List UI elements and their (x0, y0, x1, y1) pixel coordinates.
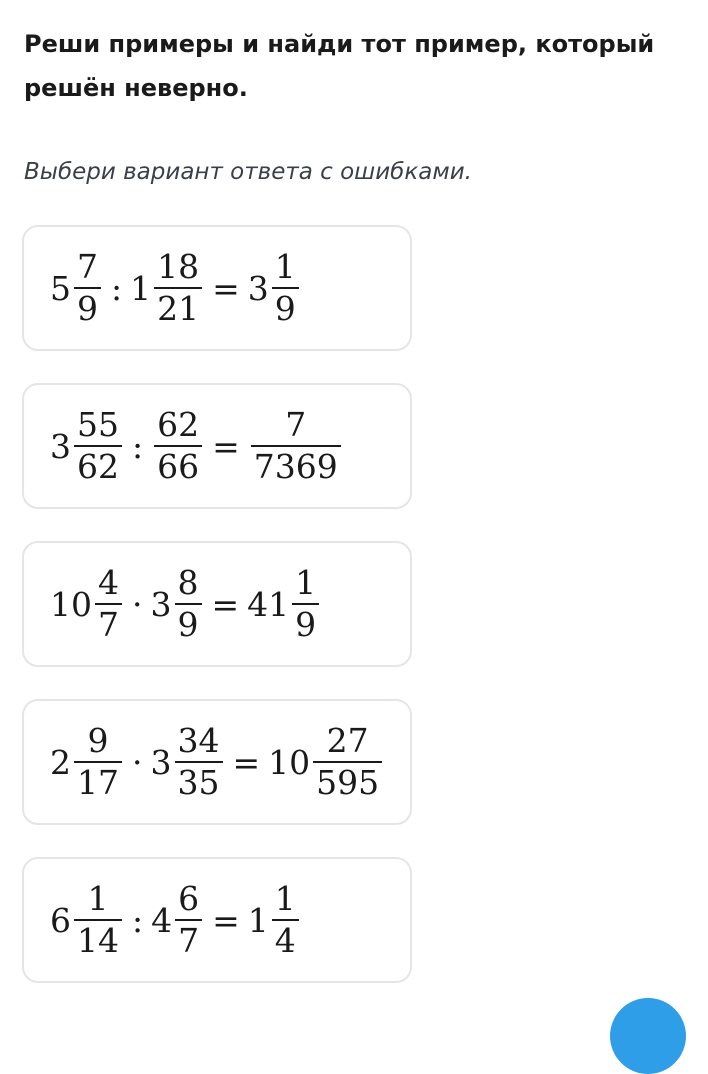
whole-part: 6 (50, 900, 71, 940)
denominator: 9 (274, 289, 296, 328)
answer-option-4[interactable] (22, 699, 412, 825)
denominator: 66 (157, 447, 200, 486)
numerator: 18 (157, 247, 200, 286)
numerator: 6 (178, 879, 200, 918)
numerator: 1 (274, 247, 296, 286)
fraction (74, 879, 122, 961)
whole-part: 5 (50, 268, 71, 308)
math-expression (50, 563, 321, 645)
whole-part: 1 (247, 900, 269, 940)
answer-option-5[interactable] (22, 857, 412, 983)
question-title: Реши примеры и найди тот пример, который решён неверно. (24, 30, 655, 102)
fraction (272, 247, 299, 329)
numerator: 9 (87, 721, 109, 760)
operator: · (132, 584, 143, 624)
numerator: 7 (77, 247, 98, 286)
whole-part: 3 (50, 426, 71, 466)
fraction (313, 721, 382, 803)
whole-part: 2 (50, 742, 71, 782)
denominator: 17 (77, 763, 119, 802)
denominator: 7 (178, 921, 200, 960)
whole-part: 10 (50, 584, 92, 624)
denominator: 35 (177, 763, 220, 802)
fraction (272, 879, 299, 961)
denominator: 4 (274, 921, 296, 960)
math-expression (50, 879, 301, 961)
fraction (251, 405, 341, 487)
denominator: 9 (177, 605, 199, 644)
numerator: 1 (274, 879, 296, 918)
fraction (95, 563, 122, 645)
numerator: 55 (77, 405, 119, 444)
operator: : (132, 426, 144, 466)
numerator: 8 (177, 563, 199, 602)
fraction (292, 563, 319, 645)
fraction (74, 247, 101, 329)
answer-option-1[interactable] (22, 225, 412, 351)
denominator: 7 (98, 605, 119, 644)
fraction (74, 405, 122, 487)
fraction (175, 721, 223, 803)
math-expression (50, 405, 343, 487)
question-subtitle: Выбери вариант ответа с ошибками. (24, 159, 472, 185)
numerator: 27 (326, 721, 369, 760)
operator: : (111, 268, 123, 308)
numerator: 62 (157, 405, 200, 444)
whole-part: 41 (247, 584, 290, 624)
fraction (74, 721, 122, 803)
fraction (175, 563, 202, 645)
denominator: 21 (157, 289, 200, 328)
fraction (154, 247, 202, 329)
equals-sign: = (212, 426, 240, 466)
fraction (175, 879, 202, 961)
numerator: 7 (285, 405, 307, 444)
math-expression (50, 721, 384, 803)
answer-option-2[interactable] (22, 383, 412, 509)
equals-sign: = (212, 268, 240, 308)
operator: · (132, 742, 143, 782)
equals-sign: = (211, 584, 240, 624)
denominator: 9 (295, 605, 317, 644)
equals-sign: = (232, 742, 261, 782)
math-expression (50, 247, 301, 329)
whole-part: 3 (150, 742, 172, 782)
numerator: 1 (87, 879, 109, 918)
numerator: 4 (98, 563, 119, 602)
operator: : (132, 900, 144, 940)
answer-options (22, 225, 412, 1015)
denominator: 595 (316, 763, 380, 802)
numerator: 1 (295, 563, 317, 602)
whole-part: 3 (150, 584, 172, 624)
denominator: 7369 (253, 447, 338, 486)
whole-part: 10 (268, 742, 311, 782)
whole-part: 3 (247, 268, 269, 308)
answer-option-3[interactable] (22, 541, 412, 667)
denominator: 14 (77, 921, 119, 960)
denominator: 9 (77, 289, 98, 328)
fraction (154, 405, 202, 487)
equals-sign: = (212, 900, 240, 940)
floating-action-button[interactable] (610, 998, 686, 1074)
whole-part: 4 (151, 900, 173, 940)
numerator: 34 (177, 721, 220, 760)
denominator: 62 (77, 447, 119, 486)
whole-part: 1 (130, 268, 152, 308)
